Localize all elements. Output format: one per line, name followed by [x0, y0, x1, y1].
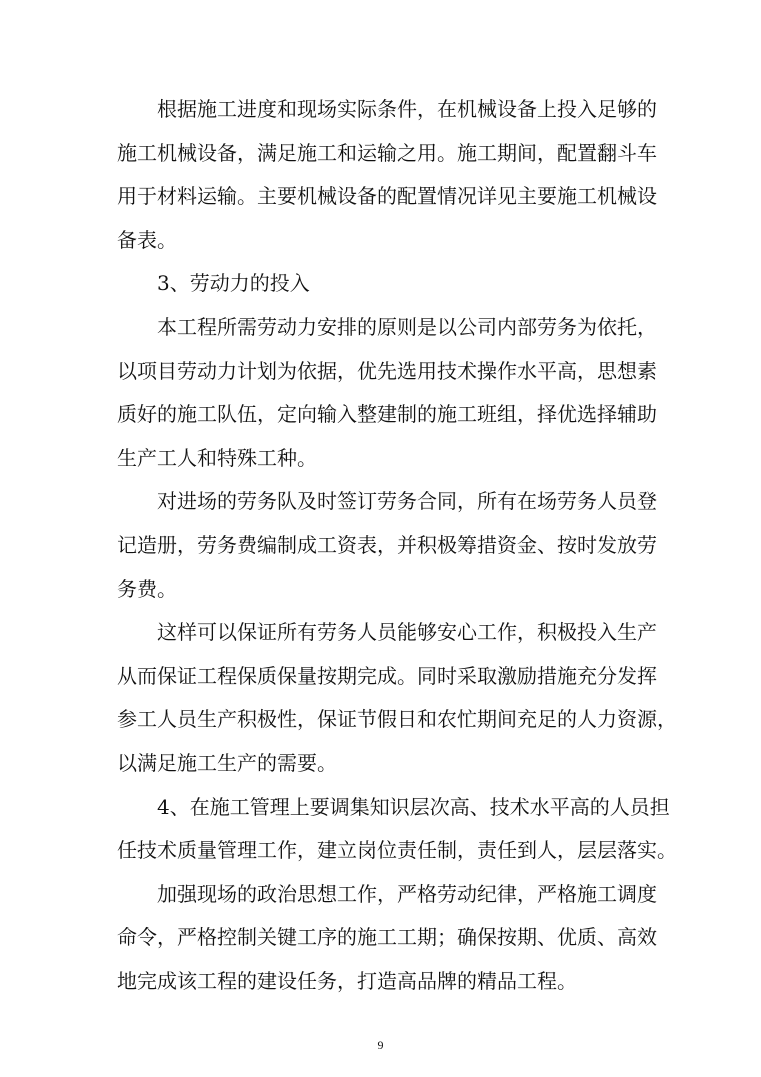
paragraph-2-line-1: 本工程所需劳动力安排的原则是以公司内部劳务为依托， — [157, 314, 657, 339]
paragraph-6-line-3: 地完成该工程的建设任务，打造高品牌的精品工程。 — [117, 968, 577, 993]
paragraph-1-line-4: 备表。 — [117, 227, 177, 252]
paragraph-1-line-1: 根据施工进度和现场实际条件，在机械设备上投入足够的 — [157, 97, 657, 121]
paragraph-6-line-1: 加强现场的政治思想工作，严格劳动纪律，严格施工调度 — [157, 881, 657, 906]
section-heading-labor: 3、劳动力的投入 — [157, 271, 310, 296]
paragraph-6-line-2: 命令，严格控制关键工序的施工工期；确保按期、优质、高效 — [117, 925, 657, 950]
paragraph-4-line-1: 这样可以保证所有劳务人员能够安心工作，积极投入生产 — [157, 620, 657, 645]
page-number: 9 — [377, 1038, 384, 1052]
paragraph-3-line-2: 记造册，劳务费编制成工资表，并积极筹措资金、按时发放劳 — [117, 532, 657, 557]
paragraph-5-line-2: 任技术质量管理工作，建立岗位责任制，责任到人，层层落实。 — [117, 838, 677, 863]
paragraph-1-line-2: 施工机械设备，满足施工和运输之用。施工期间，配置翻斗车 — [117, 140, 657, 165]
body-text — [117, 88, 677, 1003]
paragraph-2-line-2: 以项目劳动力计划为依据，优先选用技术操作水平高，思想素 — [117, 358, 657, 383]
paragraph-4-line-3: 参工人员生产积极性，保证节假日和农忙期间充足的人力资源， — [117, 707, 677, 732]
paragraph-4-line-4: 以满足施工生产的需要。 — [117, 750, 337, 775]
paragraph-4-line-2: 从而保证工程保质保量按期完成。同时采取激励措施充分发挥 — [117, 663, 657, 688]
paragraph-1-line-3: 用于材料运输。主要机械设备的配置情况详见主要施工机械设 — [117, 184, 657, 209]
paragraph-3-line-1: 对进场的劳务队及时签订劳务合同，所有在场劳务人员登 — [157, 489, 657, 514]
paragraph-5-line-1: 4、在施工管理上要调集知识层次高、技术水平高的人员担 — [157, 794, 670, 819]
paragraph-2-line-4: 生产工人和特殊工种。 — [117, 445, 317, 470]
paragraph-3-line-3: 务费。 — [117, 576, 177, 601]
paragraph-2-line-3: 质好的施工队伍，定向输入整建制的施工班组，择优选择辅助 — [117, 402, 657, 427]
